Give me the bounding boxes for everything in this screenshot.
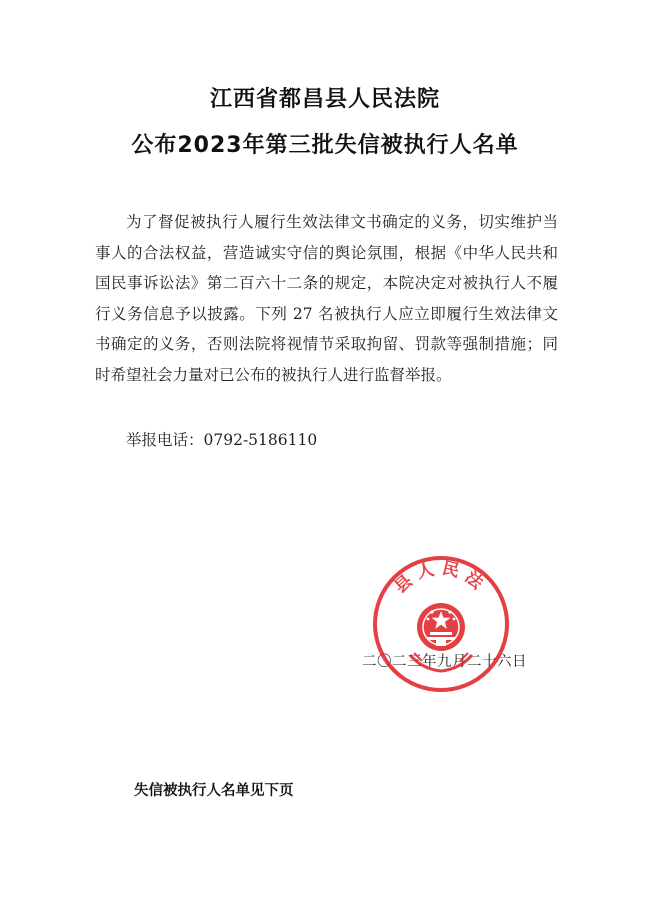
list-next-page-note: 失信被执行人名单见下页 xyxy=(134,782,294,799)
report-hotline: 举报电话：0792-5186110 xyxy=(126,431,318,449)
document-title-court: 江西省都昌县人民法院 xyxy=(209,87,440,112)
issue-date: 二〇二三年九月二十六日 xyxy=(362,654,527,670)
seal-text: 县人民法 xyxy=(390,558,492,598)
national-emblem-icon xyxy=(417,603,465,651)
document-title-notice: 公布2023年第三批失信被执行人名单 xyxy=(131,133,519,158)
court-seal-stamp xyxy=(370,553,512,695)
notice-body-paragraph: 为了督促被执行人履行生效法律文书确定的义务，切实维护当事人的合法权益，营造诚实守信的舆论氛围，根据《中华人民共和国民事诉讼法》第二百六十二条的规定，本院决定对被执行人不履行义务信息予以披露。下列 27 名被执行人应立即履行生效法律文书确定的义务，否则法院将视情节采取拘留、罚款等强制措施；同时希望社会力量对已公布的被执行人进行监督举报。 xyxy=(95,213,558,384)
svg-text:县人民法 xyxy=(391,558,492,597)
